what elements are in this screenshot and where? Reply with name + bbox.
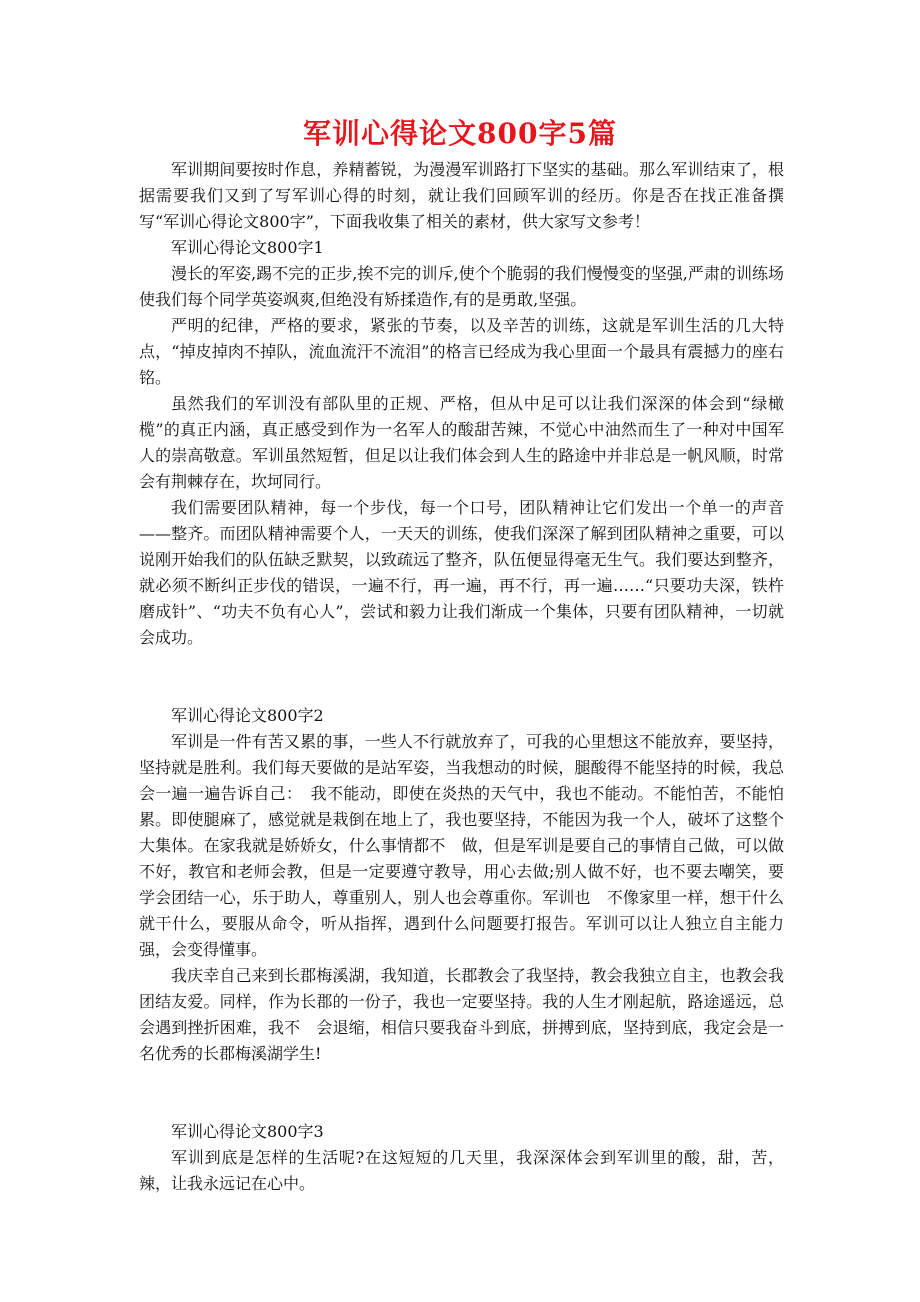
essay-1-paragraph: 我们需要团队精神，每一个步伐，每一个口号，团队精神让它们发出一个单一的声音——整齐。而团队精神需要个人，一天天的训练，使我们深深了解到团队精神之重要，可以说刚开始我们的队伍缺乏默契，以致疏远了整齐，队伍便显得毫无生气。我们要达到整齐，就必须不断纠正步伐的错误，一遍不行，再一遍，再不行，再一遍……“只要功夫深，铁杵磨成针”、“功夫不负有心人”，尝试和毅力让我们渐成一个集体，只要有团队精神，一切就会成功。 bbox=[139, 498, 784, 647]
essay-1-paragraph: 漫长的军姿,踢不完的正步,挨不完的训斥,使个个脆弱的我们慢慢变的坚强,严肃的训练场使我们每个同学英姿飒爽,但绝没有矫揉造作,有的是勇敢,坚强。 bbox=[139, 264, 784, 309]
section-spacer bbox=[139, 651, 784, 703]
essay-2-paragraph: 军训是一件有苦又累的事，一些人不行就放弃了，可我的心里想这不能放弃，要坚持，坚持就是胜利。我们每天要做的是站军姿，当我想动的时候，腿酸得不能坚持的时候，我总会一遍一遍告诉自己： 我不能动，即使在炎热的天气中，我也不能动。不能怕苦，不能怕累。即使腿麻了，感觉就是栽倒在地上了，我也要坚持，不能因为我一个人，破坏了这整个大集体。在家我就是娇娇女，什么事情都不 做，但是军训是要自己的事情自己做，可以做不好，教官和老师会教，但是一定要遵守教导，用心去做;别人做不好，也不要去嘲笑，要学会团结一心，乐于助人，尊重别人，别人也会尊重你。军训也 不像家里一样，想干什么就干什么，要服从命令，听从指挥，遇到什么问题要打报告。军训可以让人独立自主能力强，会变得懂事。 bbox=[139, 732, 784, 959]
essay-1-paragraph: 严明的纪律，严格的要求，紧张的节奏，以及辛苦的训练，这就是军训生活的几大特点，“掉皮掉肉不掉队，流血流汗不流泪”的格言已经成为我心里面一个最具有震撼力的座右铭。 bbox=[139, 316, 784, 387]
essay-2-heading: 军训心得论文800字2 bbox=[171, 706, 324, 725]
essay-1-heading: 军训心得论文800字1 bbox=[171, 238, 324, 257]
intro-paragraph: 军训期间要按时作息，养精蓄锐，为漫漫军训路打下坚实的基础。那么军训结束了，根据需要我们又到了写军训心得的时刻，就让我们回顾军训的经历。你是否在找正准备撰写“军训心得论文800字”，下面我收集了相关的素材，供大家写文参考！ bbox=[139, 160, 784, 231]
document-body bbox=[139, 157, 784, 1197]
document-title: 军训心得论文800字5篇 bbox=[303, 117, 617, 150]
essay-3-paragraph: 军训到底是怎样的生活呢?在这短短的几天里，我深深体会到军训里的酸，甜，苦，辣，让我永远记在心中。 bbox=[139, 1148, 784, 1193]
section-spacer bbox=[139, 1067, 784, 1119]
essay-1-paragraph: 虽然我们的军训没有部队里的正规、严格，但从中足可以让我们深深的体会到“绿橄榄”的真正内涵，真正感受到作为一名军人的酸甜苦辣，不觉心中油然而生了一种对中国军人的崇高敬意。军训虽然短暂，但足以让我们体会到人生的路途中并非总是一帆风顺，时常会有荆棘存在，坎坷同行。 bbox=[139, 394, 784, 491]
essay-2-paragraph: 我庆幸自己来到长郡梅溪湖，我知道，长郡教会了我坚持，教会我独立自主，也教会我团结友爱。同样，作为长郡的一份子，我也一定要坚持。我的人生才刚起航，路途遥远，总会遇到挫折困难，我不 会退缩，相信只要我奋斗到底，拼搏到底，坚持到底，我定会是一名优秀的长郡梅溪湖学生! bbox=[139, 966, 784, 1063]
essay-3-heading: 军训心得论文800字3 bbox=[171, 1122, 324, 1141]
